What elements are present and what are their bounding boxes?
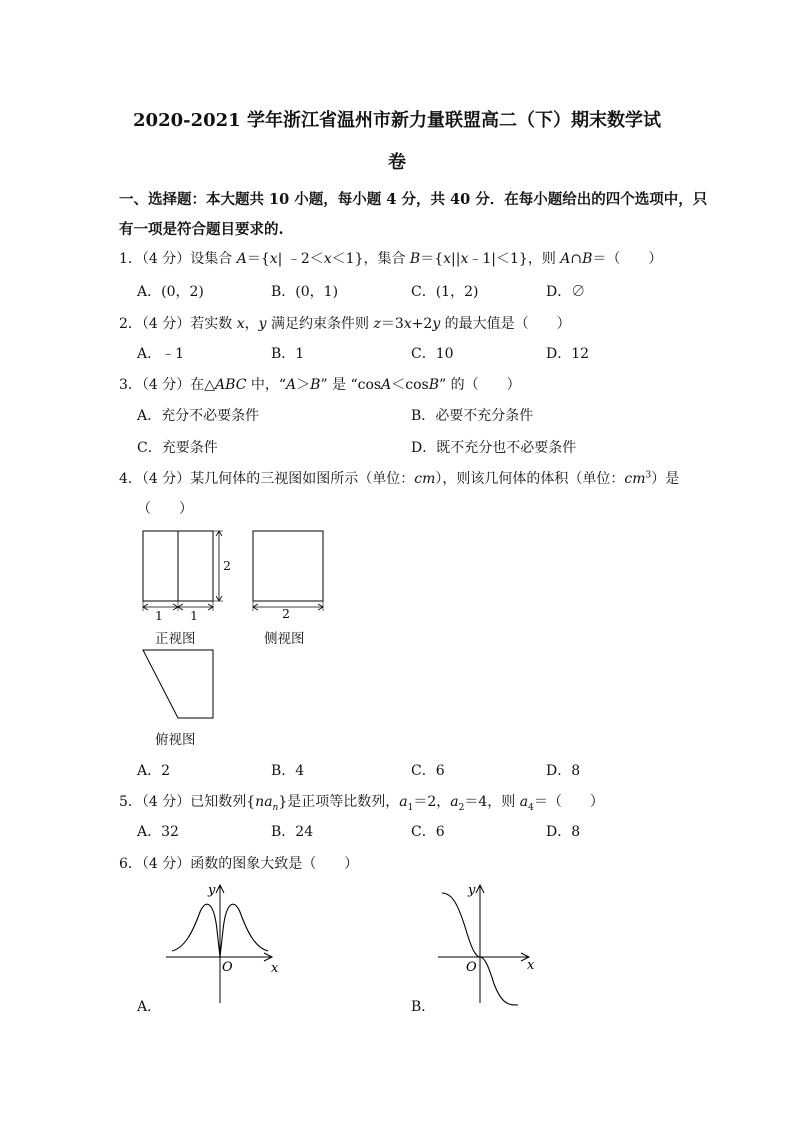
q1-option-c[interactable]: C．(1，2)	[411, 284, 479, 300]
graph-b	[432, 880, 552, 1008]
dim-label-1a: 1	[155, 608, 163, 623]
q1-option-d[interactable]: D．∅	[546, 284, 586, 300]
graph-a-origin-label: O	[222, 960, 233, 975]
top-view-figure	[136, 646, 226, 726]
question-2: 2．（4 分）若实数 x，y 满足约束条件则 z＝3x+2y 的最大值是（ ）	[119, 316, 571, 332]
graph-a-x-label: x	[271, 961, 279, 976]
q5-option-b[interactable]: B．24	[271, 824, 314, 840]
graph-b-y-label: y	[468, 883, 476, 898]
side-view-rect	[253, 531, 323, 601]
q5-option-a[interactable]: A．32	[137, 824, 179, 840]
q2-option-a[interactable]: A．﹣1	[137, 346, 185, 362]
q2-option-b[interactable]: B．1	[271, 346, 305, 362]
question-4: 4．（4 分）某几何体的三视图如图所示（单位：cm），则该几何体的体积（单位：$cm^3$）是	[119, 470, 680, 487]
question-5: 5．（4 分）已知数列$\{na_n\}$是正项等比数列，$a_1=2$，$a_2=4$，则 $a_4=$（ ）	[119, 794, 604, 813]
q4-option-a[interactable]: A．2	[137, 763, 171, 779]
q3-option-b[interactable]: B．必要不充分条件	[411, 408, 534, 424]
q4-option-c[interactable]: C．6	[411, 763, 445, 779]
q3-option-d[interactable]: D．既不充分也不必要条件	[411, 440, 577, 456]
q3-option-a[interactable]: A．充分不必要条件	[137, 408, 260, 424]
section-heading-line1: 一、选择题：本大题共 10 小题，每小题 4 分，共 40 分．在每小题给出的四个选项中，只	[119, 191, 708, 208]
dim-label-height-2: 2	[223, 558, 231, 573]
graph-b-x-label: x	[527, 958, 535, 973]
graph-b-origin-label: O	[466, 960, 477, 975]
front-view-caption: 正视图	[155, 631, 196, 647]
question-1: 1．（4 分）设集合 A＝{x| ﹣2＜x＜1}，集合 B＝{x||x﹣1|＜1}，则 A∩B＝（ ）	[119, 251, 663, 267]
dim-label-width-2: 2	[282, 606, 290, 621]
graph-a-y-label: y	[208, 883, 216, 898]
top-view-caption: 俯视图	[155, 732, 196, 748]
q5-option-d[interactable]: D．8	[546, 824, 581, 840]
q3-option-c[interactable]: C．充要条件	[137, 440, 218, 456]
top-view-trapezoid	[143, 650, 213, 718]
q4-option-b[interactable]: B．4	[271, 763, 305, 779]
three-view-front-side-figure	[136, 526, 336, 626]
q2-option-c[interactable]: C．10	[411, 346, 454, 362]
graph-a	[160, 880, 290, 1008]
q2-option-d[interactable]: D．12	[546, 346, 590, 362]
q5-option-c[interactable]: C．6	[411, 824, 445, 840]
question-6: 6．（4 分）函数的图象大致是（ ）	[119, 856, 359, 872]
side-view-caption: 侧视图	[264, 631, 305, 647]
q1-option-a[interactable]: A．(0，2)	[137, 284, 204, 300]
q4-option-d[interactable]: D．8	[546, 763, 581, 779]
q1-option-b[interactable]: B．(0，1)	[271, 284, 339, 300]
page-title-line2: 卷	[388, 152, 406, 173]
q6-option-b[interactable]: B．	[411, 999, 436, 1015]
dim-label-1b: 1	[190, 608, 198, 623]
page-title-line1: 2020-2021 学年浙江省温州市新力量联盟高二（下）期末数学试	[133, 110, 661, 131]
question-4-paren: （ ）	[137, 501, 193, 517]
section-heading-line2: 有一项是符合题目要求的.	[119, 221, 284, 238]
q6-option-a[interactable]: A．	[137, 999, 162, 1015]
question-3: 3．（4 分）在△ABC 中，“A＞B” 是 “cosA＜cosB” 的（ ）	[119, 377, 521, 393]
